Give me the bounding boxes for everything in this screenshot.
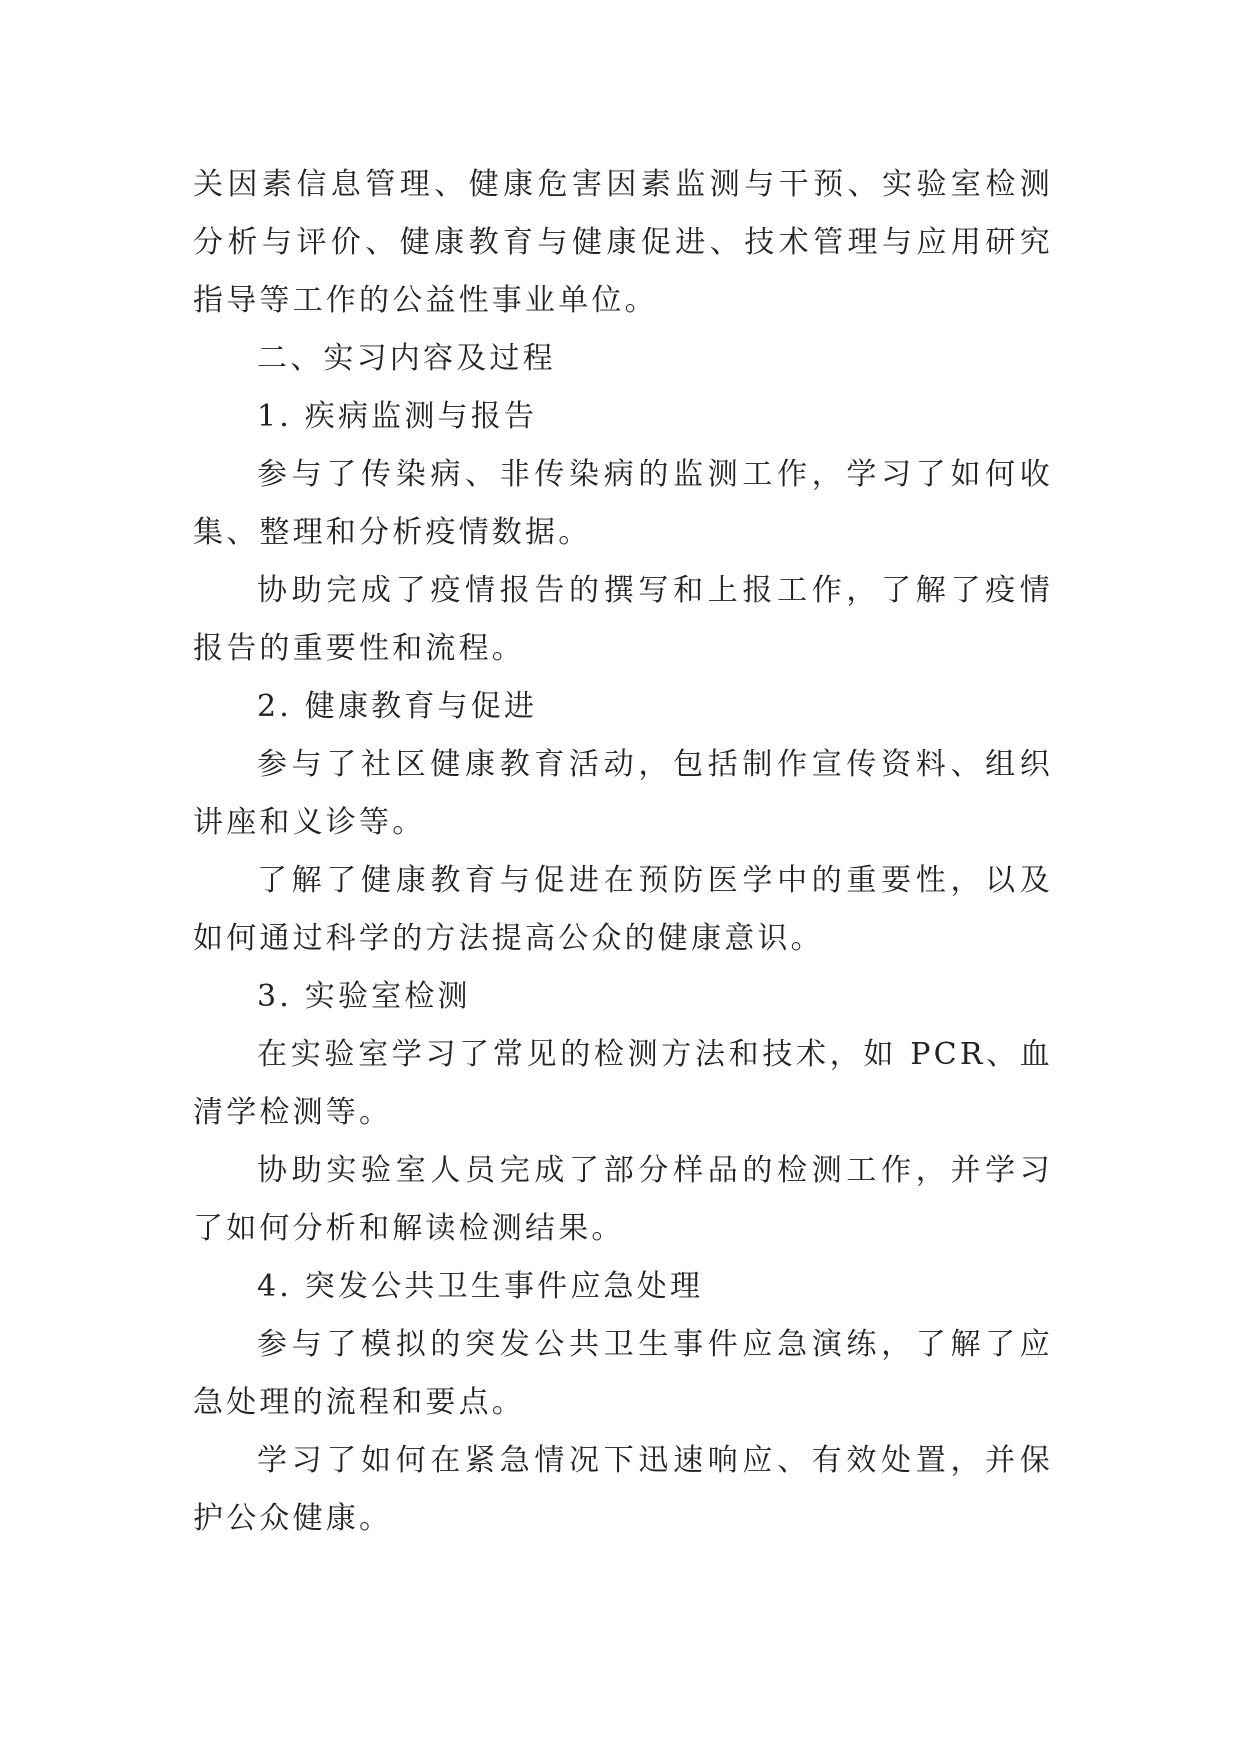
paragraph: 参与了模拟的突发公共卫生事件应急演练，了解了应急处理的流程和要点。 bbox=[193, 1327, 1053, 1420]
subheading-emergency-response: 4. 突发公共卫生事件应急处理 bbox=[257, 1269, 704, 1304]
subheading-lab-testing: 3. 实验室检测 bbox=[257, 979, 471, 1014]
paragraph: 参与了社区健康教育活动，包括制作宣传资料、组织讲座和义诊等。 bbox=[193, 747, 1053, 840]
subheading-health-education: 2. 健康教育与促进 bbox=[257, 689, 538, 724]
paragraph: 学习了如何在紧急情况下迅速响应、有效处置，并保护公众健康。 bbox=[193, 1443, 1053, 1536]
subheading-disease-monitoring: 1. 疾病监测与报告 bbox=[257, 399, 538, 434]
paragraph: 协助实验室人员完成了部分样品的检测工作，并学习了如何分析和解读检测结果。 bbox=[193, 1153, 1053, 1246]
paragraph: 了解了健康教育与促进在预防医学中的重要性，以及如何通过科学的方法提高公众的健康意识。 bbox=[193, 863, 1053, 956]
document-body bbox=[193, 156, 1053, 1548]
paragraph: 在实验室学习了常见的检测方法和技术，如 PCR、血清学检测等。 bbox=[193, 1037, 1053, 1130]
paragraph-continued: 关因素信息管理、健康危害因素监测与干预、实验室检测分析与评价、健康教育与健康促进、技术管理与应用研究指导等工作的公益性事业单位。 bbox=[193, 167, 1053, 318]
paragraph: 参与了传染病、非传染病的监测工作，学习了如何收集、整理和分析疫情数据。 bbox=[193, 457, 1053, 550]
section-heading-internship: 二、实习内容及过程 bbox=[257, 341, 556, 376]
paragraph: 协助完成了疫情报告的撰写和上报工作，了解了疫情报告的重要性和流程。 bbox=[193, 573, 1053, 666]
